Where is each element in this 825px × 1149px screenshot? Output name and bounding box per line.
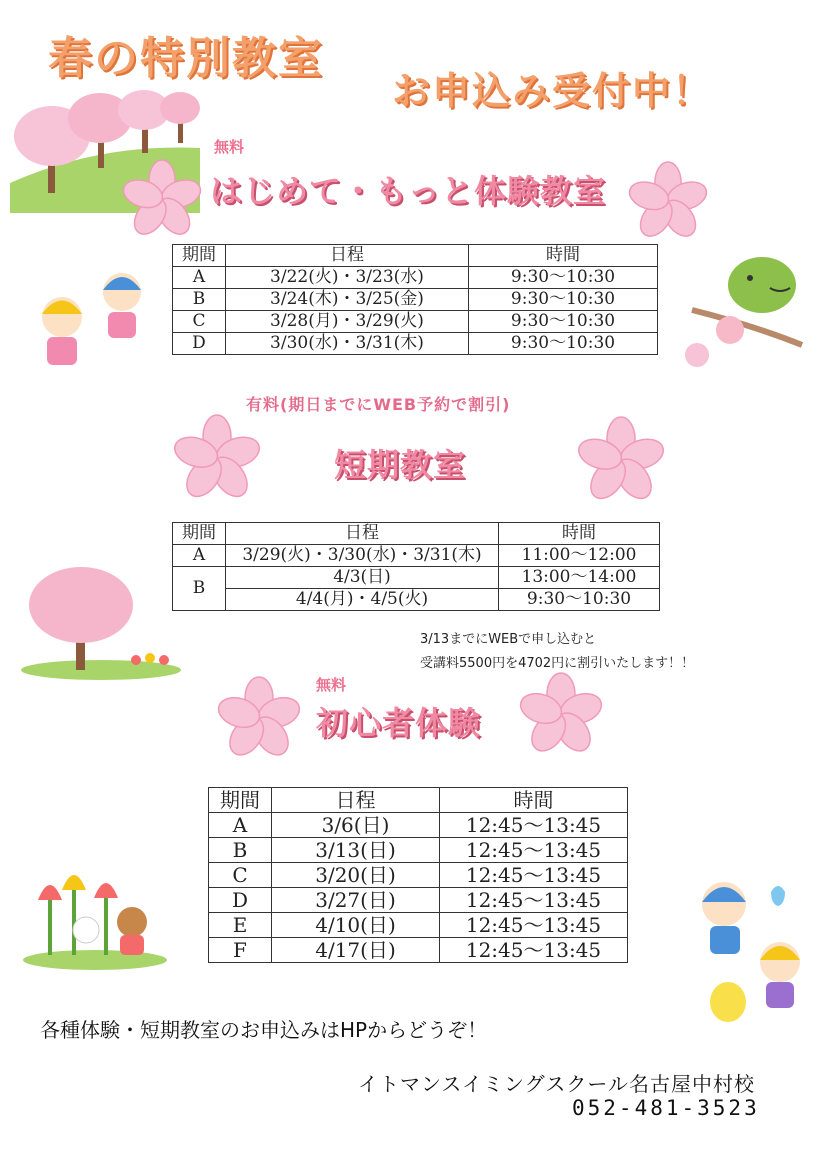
cell-time: 13:00～14:00 bbox=[499, 567, 660, 589]
cell-period: F bbox=[209, 938, 272, 963]
bird-on-branch-illustration bbox=[672, 250, 812, 380]
table-row bbox=[209, 813, 628, 838]
cell-time: 9:30～10:30 bbox=[499, 589, 660, 611]
section3-badge: 無料 bbox=[316, 676, 347, 694]
col-header-time: 時間 bbox=[499, 523, 660, 545]
cell-date: 3/24(木)・3/25(金) bbox=[226, 289, 469, 311]
cell-date: 4/10(日) bbox=[272, 913, 440, 938]
tulips-animals-illustration bbox=[20, 860, 170, 970]
table-row bbox=[173, 333, 658, 355]
section3-title: 初心者体験 bbox=[316, 704, 482, 742]
table-row bbox=[173, 311, 658, 333]
cell-date: 3/20(日) bbox=[272, 863, 440, 888]
cell-period: D bbox=[209, 888, 272, 913]
discount-note-line2: 受講料5500円を4702円に割引いたします！！ bbox=[420, 656, 695, 671]
cell-period: A bbox=[209, 813, 272, 838]
table-row bbox=[173, 545, 660, 567]
cell-time: 9:30～10:30 bbox=[469, 267, 658, 289]
cell-date: 3/6(日) bbox=[272, 813, 440, 838]
table-row bbox=[209, 938, 628, 963]
table-row bbox=[209, 888, 628, 913]
cell-time: 12:45～13:45 bbox=[440, 838, 628, 863]
cell-period: E bbox=[209, 913, 272, 938]
schedule-table-1 bbox=[172, 244, 658, 355]
table-row bbox=[173, 589, 660, 611]
main-title: 春の特別教室 bbox=[48, 33, 324, 84]
table-header-row bbox=[173, 245, 658, 267]
cell-date: 3/30(水)・3/31(木) bbox=[226, 333, 469, 355]
section1-badge: 無料 bbox=[214, 138, 245, 156]
cell-date: 3/28(月)・3/29(火) bbox=[226, 311, 469, 333]
section2-title: 短期教室 bbox=[334, 446, 467, 484]
section2-badge: 有料(期日までにWEB予約で割引) bbox=[246, 395, 511, 414]
cell-period: C bbox=[173, 311, 226, 333]
schedule-table-2 bbox=[172, 522, 660, 611]
table-row bbox=[173, 267, 658, 289]
apply-instruction: 各種体験・短期教室のお申込みはHPからどうぞ！ bbox=[40, 1018, 488, 1042]
table-row bbox=[173, 289, 658, 311]
col-header-period: 期間 bbox=[173, 245, 226, 267]
cell-time: 12:45～13:45 bbox=[440, 813, 628, 838]
cell-date: 3/22(火)・3/23(水) bbox=[226, 267, 469, 289]
col-header-time: 時間 bbox=[469, 245, 658, 267]
col-header-period: 期間 bbox=[209, 788, 272, 813]
school-name: イトマンスイミングスクール名古屋中村校 bbox=[358, 1072, 755, 1096]
cell-time: 9:30～10:30 bbox=[469, 289, 658, 311]
table-row bbox=[209, 863, 628, 888]
swimming-kids-illustration bbox=[12, 262, 162, 382]
swimming-kids-chick-illustration bbox=[676, 862, 816, 1032]
table-header-row bbox=[209, 788, 628, 813]
cell-period: C bbox=[209, 863, 272, 888]
cell-date: 4/17(日) bbox=[272, 938, 440, 963]
cherry-tree-illustration bbox=[16, 560, 186, 680]
table-header-row bbox=[173, 523, 660, 545]
cell-period: D bbox=[173, 333, 226, 355]
cell-period: A bbox=[173, 267, 226, 289]
table-row bbox=[209, 838, 628, 863]
sakura-icon bbox=[628, 162, 708, 242]
sakura-icon bbox=[518, 672, 604, 758]
cell-time: 12:45～13:45 bbox=[440, 938, 628, 963]
cell-time: 12:45～13:45 bbox=[440, 913, 628, 938]
cell-time: 11:00～12:00 bbox=[499, 545, 660, 567]
col-header-date: 日程 bbox=[272, 788, 440, 813]
schedule-table-3 bbox=[208, 787, 628, 963]
phone-number: 052-481-3523 bbox=[572, 1096, 760, 1120]
cell-time: 9:30～10:30 bbox=[469, 333, 658, 355]
sakura-icon bbox=[122, 160, 202, 240]
table-row bbox=[173, 567, 660, 589]
col-header-time: 時間 bbox=[440, 788, 628, 813]
sakura-icon bbox=[576, 416, 666, 506]
table-row bbox=[209, 913, 628, 938]
cell-date: 3/29(火)・3/30(水)・3/31(木) bbox=[226, 545, 499, 567]
cell-period: B bbox=[173, 289, 226, 311]
cell-period: B bbox=[209, 838, 272, 863]
cell-date: 3/27(日) bbox=[272, 888, 440, 913]
cell-time: 9:30～10:30 bbox=[469, 311, 658, 333]
col-header-date: 日程 bbox=[226, 245, 469, 267]
col-header-date: 日程 bbox=[226, 523, 499, 545]
cell-date: 4/3(日) bbox=[226, 567, 499, 589]
cell-date: 3/13(日) bbox=[272, 838, 440, 863]
cell-time: 12:45～13:45 bbox=[440, 888, 628, 913]
sakura-icon bbox=[216, 676, 302, 762]
sakura-icon bbox=[172, 414, 262, 504]
cell-period: A bbox=[173, 545, 226, 567]
discount-note-line1: 3/13までにWEBで申し込むと bbox=[420, 632, 597, 647]
cell-date: 4/4(月)・4/5(火) bbox=[226, 589, 499, 611]
main-subtitle: お申込み受付中！ bbox=[392, 69, 713, 113]
col-header-period: 期間 bbox=[173, 523, 226, 545]
section1-title: はじめて・もっと体験教室 bbox=[210, 172, 607, 210]
cell-time: 12:45～13:45 bbox=[440, 863, 628, 888]
cell-period: B bbox=[173, 567, 226, 611]
